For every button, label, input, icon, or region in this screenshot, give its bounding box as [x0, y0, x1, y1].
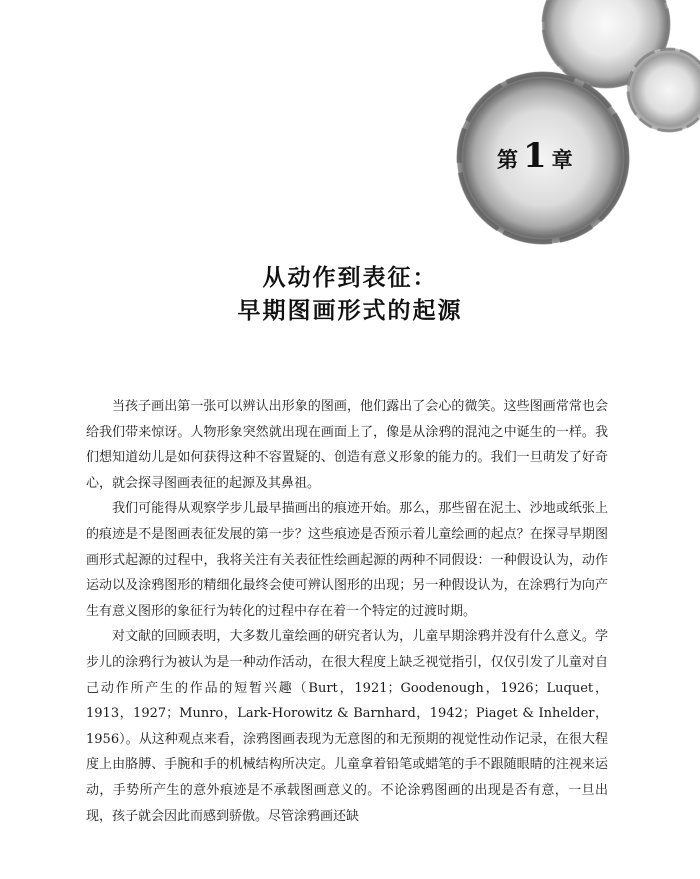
chapter-number: 1 — [523, 136, 547, 176]
decorative-ink-circles — [0, 0, 700, 260]
chapter-title-line-2: 早期图画形式的起源 — [237, 298, 463, 324]
body-text — [86, 394, 608, 829]
chapter-suffix: 章 — [551, 147, 573, 172]
paragraph: 当孩子画出第一张可以辨认出形象的图画，他们露出了会心的微笑。这些图画常常也会给我们带来惊讶。人物形象突然就出现在画面上了，像是从涂鸦的混沌之中诞生的一样。我们想知道幼儿是如何获得这种不容置疑的、创造有意义形象的能力的。我们一旦萌发了好奇心，就会探寻图画表征的起源及其鼻祖。 — [86, 399, 608, 491]
paragraph: 对文献的回顾表明，大多数儿童绘画的研究者认为，儿童早期涂鸦并没有什么意义。学步儿的涂鸦行为被认为是一种动作活动，在很大程度上缺乏视觉指引，仅仅引发了儿童对自己动作所产生的作品的短暂兴趣（Burt，1921；Goodenough，1926；Luquet，1913，1927；Munro，Lark-Horowitz & Barnhard，1942；Piaget & Inhelder，1956）。从这种观点来看，涂鸦图画表现为无意图的和无预期的视觉性动作记录，在很大程度上由胳膊、手腕和手的机械结构所决定。儿童拿着铅笔或蜡笔的手不跟随眼睛的注视来运动，手势所产生的意外痕迹是不承载图画意义的。不论涂鸦图画的出现是否有意，一旦出现，孩子就会因此而感到骄傲。尽管涂鸦画还缺 — [86, 629, 608, 824]
chapter-prefix: 第 — [497, 147, 518, 172]
paragraph: 我们可能得从观察学步儿最早描画出的痕迹开始。那么，那些留在泥土、沙地或纸张上的痕迹是不是图画表征发展的第一步？这些痕迹是否预示着儿童绘画的起点？在探寻早期图画形式起源的过程中，我将关注有关表征性绘画起源的两种不同假设：一种假设认为，动作运动以及涂鸦图形的精细化最终会使可辨认图形的出现；另一种假设认为，在涂鸦行为向产生有意义图形的象征行为转化的过程中存在着一个特定的过渡时期。 — [86, 501, 608, 619]
chapter-title-line-1: 从动作到表征： — [262, 265, 438, 291]
chapter-label — [497, 136, 573, 176]
